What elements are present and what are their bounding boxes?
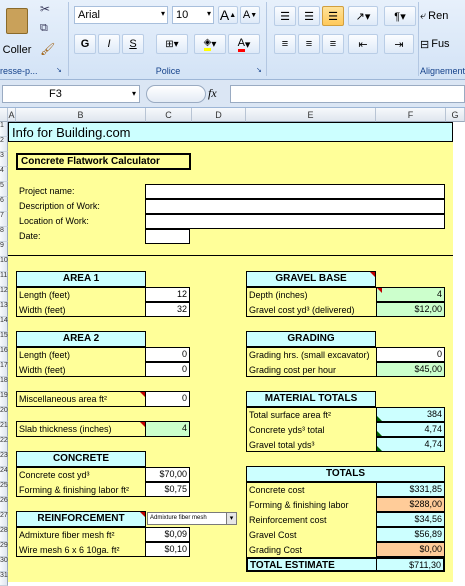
location-field[interactable]	[145, 214, 445, 229]
row-header[interactable]: 11	[0, 272, 8, 287]
area2-width-label: Width (feet)	[19, 365, 66, 375]
formula-input[interactable]	[230, 85, 465, 103]
row-header[interactable]: 14	[0, 317, 8, 332]
grading-cost-input[interactable]	[376, 362, 445, 377]
row-header[interactable]: 13	[0, 302, 8, 317]
reinforcement-header	[16, 511, 146, 527]
chevron-down-icon: ▾	[206, 9, 211, 18]
misc-area-value: 0	[181, 393, 187, 403]
decrease-indent-icon: ⇤	[358, 38, 368, 51]
reinforcement-title: REINFORCEMENT	[37, 513, 125, 524]
gravel-cost-total-cell	[376, 527, 445, 542]
fiber-mesh-value: $0,09	[164, 529, 187, 539]
forming-cost-total-value: $288,00	[409, 499, 442, 509]
grow-font-icon: A	[219, 7, 230, 23]
row-header[interactable]: 8	[0, 227, 8, 242]
comment-indicator[interactable]	[370, 272, 375, 277]
row-header[interactable]: 27	[0, 512, 8, 527]
column-letter: F	[407, 110, 414, 120]
borders-button[interactable]	[156, 34, 188, 54]
font-size-select[interactable]	[172, 6, 214, 24]
font-size-value: 10	[176, 9, 189, 21]
align-top-icon: ☰	[280, 10, 290, 23]
wrap-text-icon: ⤶	[420, 9, 427, 22]
merge-icon: ⊟	[420, 38, 430, 51]
align-right-button[interactable]	[322, 34, 344, 54]
insert-function-icon[interactable]: fx	[208, 86, 217, 100]
group-separator	[418, 2, 419, 76]
row-header[interactable]: 12	[0, 287, 8, 302]
reinforcement-cost-value: $34,56	[414, 514, 442, 524]
slab-thickness-value: 4	[181, 423, 187, 433]
font-group-label: Police	[155, 66, 181, 76]
row-header[interactable]: 3	[0, 152, 8, 167]
row-header[interactable]: 17	[0, 362, 8, 377]
grading-hours-input[interactable]	[376, 347, 445, 362]
gravel-header	[246, 271, 376, 287]
decrease-indent-button[interactable]	[348, 34, 378, 54]
font-name-value: Arial	[78, 9, 101, 21]
calculator-title	[16, 153, 191, 170]
gravel-cost-label: Gravel cost yd³ (delivered)	[249, 305, 355, 315]
total-estimate-label: TOTAL ESTIMATE	[250, 560, 335, 571]
wrap-text-label: Ren	[428, 10, 449, 22]
column-letter: G	[451, 110, 459, 120]
dialog-launcher-icon[interactable]: ↘	[256, 67, 262, 74]
labor-cost-label: Forming & finishing labor ft²	[19, 485, 130, 495]
row-header[interactable]: 29	[0, 542, 8, 557]
area1-width-value: 32	[176, 304, 187, 314]
wrap-text-button[interactable]	[420, 6, 465, 26]
chevron-down-icon: ▾	[226, 513, 236, 524]
align-bottom-icon: ☰	[328, 10, 338, 23]
area1-header	[16, 271, 146, 287]
row-header[interactable]: 2	[0, 137, 8, 152]
row-header[interactable]: 22	[0, 437, 8, 452]
row-header[interactable]: 20	[0, 407, 8, 422]
grow-font-button[interactable]: A ▲	[219, 7, 237, 23]
align-middle-button[interactable]	[298, 6, 320, 26]
bold-icon: G	[80, 38, 90, 50]
gravel-cost-value: $12,00	[414, 304, 442, 314]
grading-hours-value: 0	[436, 349, 442, 359]
align-left-button[interactable]	[274, 34, 296, 54]
surface-area-value: 384	[426, 409, 442, 419]
row-header[interactable]: 24	[0, 467, 8, 482]
concrete-yds-value: 4,74	[424, 424, 442, 434]
row-header[interactable]: 9	[0, 242, 8, 257]
title-banner	[8, 122, 453, 142]
date-label: Date:	[19, 231, 41, 241]
gravel-cost-total-label: Gravel Cost	[249, 530, 297, 540]
area2-header	[16, 331, 146, 347]
align-bottom-button[interactable]	[322, 6, 344, 26]
concrete-yds-label: Concrete yds³ total	[249, 425, 325, 435]
column-letter: D	[215, 110, 222, 120]
row-header[interactable]: 28	[0, 527, 8, 542]
gravel-yds-value: 4,74	[424, 439, 442, 449]
totals-title: TOTALS	[325, 468, 366, 479]
underline-icon: S	[129, 38, 137, 50]
slab-thickness-label: Slab thickness (inches)	[19, 424, 112, 434]
gravel-title: GRAVEL BASE	[275, 273, 347, 284]
align-right-icon: ≡	[329, 38, 337, 50]
row-header[interactable]: 21	[0, 422, 8, 437]
align-left-icon: ≡	[281, 38, 289, 50]
reinforcement-cost-cell	[376, 512, 445, 527]
warning-indicator[interactable]	[377, 446, 382, 451]
column-letter: E	[307, 110, 314, 120]
wire-mesh-value: $0,10	[164, 544, 187, 554]
forming-cost-total-label: Forming & finishing labor	[249, 500, 349, 510]
row-header[interactable]: 30	[0, 557, 8, 572]
align-top-button[interactable]	[274, 6, 296, 26]
bold-button[interactable]	[74, 34, 96, 54]
grading-header	[246, 331, 376, 347]
fiber-mesh-label: Admixture fiber mesh ft²	[19, 530, 115, 540]
area1-length-input[interactable]	[145, 287, 190, 302]
material-totals-header	[246, 391, 376, 407]
formula-controls	[146, 85, 206, 103]
column-header[interactable]	[376, 108, 446, 122]
ribbon	[0, 0, 465, 80]
chevron-down-icon: ▾	[131, 89, 136, 98]
dialog-launcher-icon[interactable]: ↘	[56, 67, 62, 74]
cell-divider	[376, 559, 377, 570]
cut-icon[interactable]: ✂	[40, 2, 51, 16]
clipboard-group	[0, 0, 68, 80]
column-letter: B	[77, 110, 84, 120]
gravel-yds-value-cell	[376, 437, 445, 452]
paste-icon	[6, 8, 28, 34]
text-direction-button[interactable]	[384, 6, 416, 26]
area2-length-input[interactable]	[145, 347, 190, 362]
gravel-depth-label: Depth (inches)	[249, 290, 308, 300]
grading-cost-total-cell	[376, 542, 445, 557]
grading-hours-label: Grading hrs. (small excavator)	[249, 350, 370, 360]
row-header[interactable]: 7	[0, 212, 8, 227]
group-separator	[266, 2, 267, 76]
grading-cost-value: $45,00	[414, 364, 442, 374]
fiber-mesh-input[interactable]	[145, 527, 190, 542]
warning-indicator[interactable]	[377, 431, 382, 436]
row-header[interactable]: 5	[0, 182, 8, 197]
reinforcement-cost-label: Reinforcement cost	[249, 515, 327, 525]
totals-header	[246, 466, 445, 482]
gravel-depth-value: 4	[436, 289, 442, 299]
fill-color-icon: ◈	[204, 37, 212, 51]
warning-indicator[interactable]	[377, 416, 382, 421]
project-name-field[interactable]	[145, 184, 445, 199]
comment-indicator[interactable]	[377, 288, 382, 293]
concrete-cost-total-label: Concrete cost	[249, 485, 305, 495]
orientation-icon: ↗▾	[355, 10, 371, 23]
gravel-depth-input[interactable]	[376, 287, 445, 302]
shrink-font-button[interactable]: A ▼	[240, 6, 260, 24]
align-center-icon: ≡	[305, 38, 313, 50]
description-field[interactable]	[145, 199, 445, 214]
wire-mesh-label: Wire mesh 6 x 6 10ga. ft²	[19, 545, 120, 555]
concrete-header	[16, 451, 146, 467]
concrete-cost-total-cell	[376, 482, 445, 497]
reinforcement-dropdown[interactable]	[147, 512, 237, 525]
calculator-title-text: Concrete Flatwork Calculator	[21, 156, 160, 167]
description-label: Description of Work:	[19, 201, 100, 211]
name-box[interactable]	[2, 85, 140, 103]
concrete-cost-total-value: $331,85	[409, 484, 442, 494]
column-header[interactable]	[16, 108, 146, 122]
font-color-button[interactable]: A ▾	[228, 34, 260, 54]
paragraph-icon: ¶▾	[394, 10, 406, 23]
column-header[interactable]	[446, 108, 465, 122]
column-letter: A	[8, 110, 15, 120]
row-header[interactable]: 6	[0, 197, 8, 212]
borders-icon: ⊞▾	[165, 38, 179, 50]
fill-color-button[interactable]: ◈ ▾	[194, 34, 226, 54]
total-estimate-value: $711,30	[409, 560, 441, 570]
gravel-cost-total-value: $56,89	[414, 529, 442, 539]
clipboard-group-label: resse-p...	[0, 66, 38, 76]
grading-cost-label: Grading cost per hour	[249, 365, 337, 375]
concrete-yds-value-cell	[376, 422, 445, 437]
column-header[interactable]	[146, 108, 192, 122]
gravel-yds-label: Gravel total yds³	[249, 440, 315, 450]
row-header[interactable]: 19	[0, 392, 8, 407]
shrink-font-icon: A	[242, 9, 251, 21]
paste-button[interactable]	[0, 4, 34, 60]
align-middle-icon: ☰	[304, 10, 314, 23]
chevron-down-icon: ▾	[160, 9, 165, 18]
area2-width-input[interactable]	[145, 362, 190, 377]
column-header[interactable]	[192, 108, 246, 122]
grading-cost-total-value: $0,00	[419, 544, 442, 554]
row-header[interactable]: 15	[0, 332, 8, 347]
section-divider	[8, 255, 453, 256]
area2-title: AREA 2	[62, 333, 100, 344]
location-label: Location of Work:	[19, 216, 89, 226]
row-header[interactable]: 26	[0, 497, 8, 512]
column-header[interactable]	[246, 108, 376, 122]
font-group	[70, 0, 266, 80]
italic-button[interactable]	[98, 34, 120, 54]
align-center-button[interactable]	[298, 34, 320, 54]
row-header[interactable]: 1	[0, 122, 8, 137]
select-all-corner[interactable]	[0, 108, 8, 122]
orientation-button[interactable]	[348, 6, 378, 26]
paste-label: Coller	[2, 44, 32, 56]
surface-area-label: Total surface area ft²	[249, 410, 332, 420]
project-name-label: Project name:	[19, 186, 75, 196]
font-name-select[interactable]	[74, 6, 168, 24]
slab-thickness-input[interactable]	[145, 421, 190, 437]
calculator-sheet	[8, 122, 453, 582]
concrete-title: CONCRETE	[52, 453, 110, 464]
wire-mesh-input[interactable]	[145, 542, 190, 557]
forming-cost-total-cell	[376, 497, 445, 512]
alignment-group	[268, 0, 418, 80]
row-header[interactable]: 16	[0, 347, 8, 362]
merge-button[interactable]	[420, 34, 465, 54]
row-header[interactable]: 10	[0, 257, 8, 272]
row-header[interactable]: 23	[0, 452, 8, 467]
total-estimate-row	[246, 557, 445, 572]
format-painter-icon[interactable]: 🖌	[40, 42, 56, 56]
area1-length-value: 12	[176, 289, 187, 299]
area2-length-value: 0	[181, 349, 187, 359]
concrete-cost-label: Concrete cost yd³	[19, 470, 90, 480]
comment-indicator[interactable]	[140, 512, 145, 517]
font-color-icon: A	[238, 37, 245, 52]
grading-cost-total-label: Grading Cost	[249, 545, 303, 555]
misc-area-input[interactable]	[145, 391, 190, 407]
site-title: Info for Building.com	[12, 125, 131, 140]
group-separator	[68, 2, 69, 76]
increase-indent-button[interactable]	[384, 34, 414, 54]
area1-title: AREA 1	[62, 273, 100, 284]
column-letter: C	[165, 110, 172, 120]
concrete-cost-value: $70,00	[159, 469, 187, 479]
row-header[interactable]: 25	[0, 482, 8, 497]
grading-title: GRADING	[287, 333, 335, 344]
row-header[interactable]: 4	[0, 167, 8, 182]
material-totals-title: MATERIAL TOTALS	[264, 393, 358, 404]
concrete-cost-input[interactable]	[145, 467, 190, 482]
increase-indent-icon: ⇥	[394, 38, 404, 51]
name-box-value: F3	[49, 88, 62, 100]
gravel-cost-input[interactable]	[376, 302, 445, 317]
area1-length-label: Length (feet)	[19, 290, 71, 300]
area1-width-input[interactable]	[145, 302, 190, 317]
merge-label: Fus	[431, 38, 450, 50]
labor-cost-value: $0,75	[164, 484, 187, 494]
misc-area-label: Miscellaneous area ft²	[19, 394, 108, 404]
underline-button[interactable]	[122, 34, 144, 54]
alignment-group-label: Alignement	[420, 66, 465, 76]
italic-icon: I	[107, 38, 111, 50]
row-header[interactable]: 31	[0, 572, 8, 586]
labor-cost-input[interactable]	[145, 482, 190, 497]
column-header[interactable]	[8, 108, 16, 122]
date-field[interactable]	[145, 229, 190, 244]
area2-length-label: Length (feet)	[19, 350, 71, 360]
reinforcement-dropdown-value: Admixture fiber mesh	[150, 515, 207, 521]
area2-width-value: 0	[181, 364, 187, 374]
formula-bar	[0, 80, 465, 108]
row-header[interactable]: 18	[0, 377, 8, 392]
surface-area-value-cell	[376, 407, 445, 422]
area1-width-label: Width (feet)	[19, 305, 66, 315]
copy-icon[interactable]: ⧉	[40, 22, 48, 34]
